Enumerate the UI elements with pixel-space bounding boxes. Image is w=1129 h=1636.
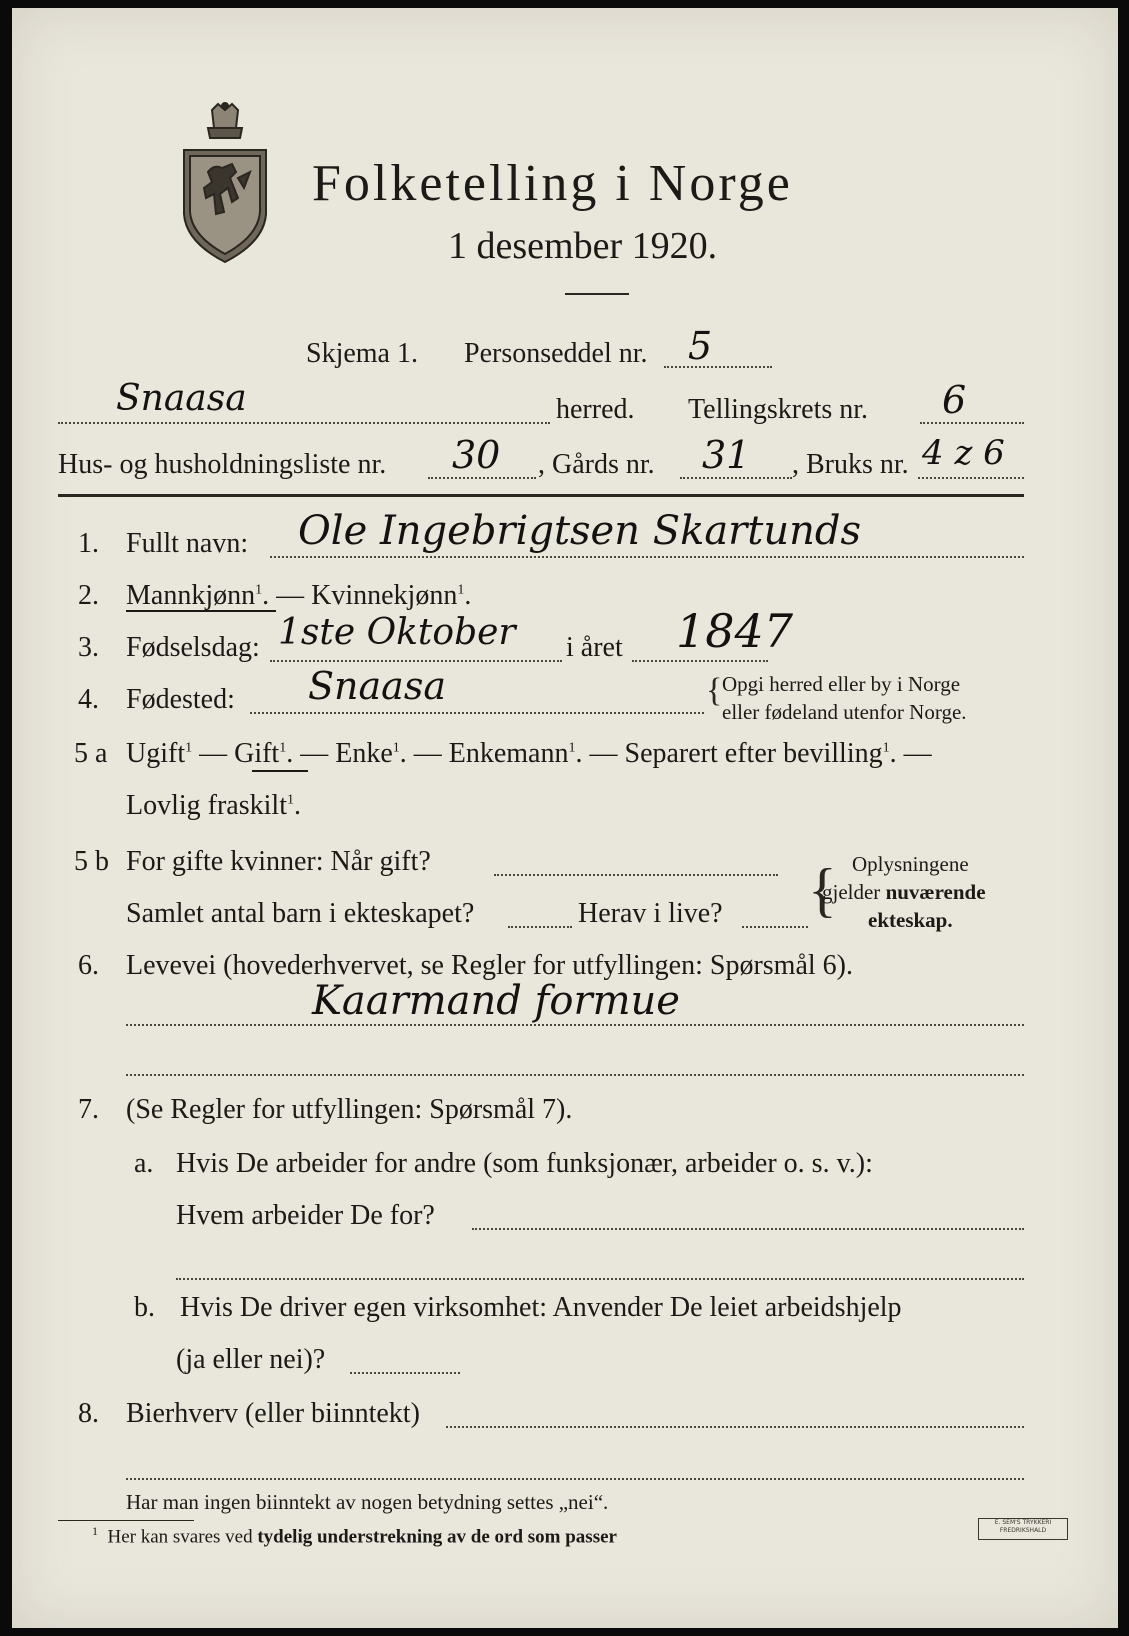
option-gift[interactable]: Gift$^1$ [234,738,287,769]
q7-number: 7. [78,1094,99,1125]
option-enkemann[interactable]: Enkemann$^1$ [448,738,576,769]
q5b-number: 5 b [74,846,109,877]
q5b-note3: ekteskap. [868,908,953,932]
q7a-number: a. [134,1148,154,1179]
q3-number: 3. [78,632,99,663]
norway-coat-of-arms-icon [178,102,272,268]
option-male[interactable]: Mannkjønn$^1$ [126,580,263,611]
hus-label: Hus- og husholdningsliste nr. [58,449,387,480]
birth-year-value[interactable]: 1847 [676,604,794,658]
occupation-value[interactable]: Kaarmand formue [312,978,680,1024]
gift-underline-mark [252,770,308,772]
q4-label: Fødested: [126,684,235,715]
option-enke[interactable]: Enke$^1$ [335,738,400,769]
option-female[interactable]: Kvinnekjønn$^1$ [311,580,465,611]
q7a-line1: Hvis De arbeider for andre (som funksjonær, arbeider o. s. v.): [176,1148,873,1179]
q5b-line2a: Samlet antal barn i ekteskapet? [126,898,475,929]
gards-value[interactable]: 31 [702,433,751,477]
bruks-label: , Bruks nr. [792,449,909,480]
q5a-number: 5 a [74,738,108,769]
q8-number: 8. [78,1398,99,1429]
male-underline-mark [126,610,276,612]
q7-label: (Se Regler for utfyllingen: Spørsmål 7). [126,1094,573,1125]
bruks-value[interactable]: 4 z 6 [922,433,1005,473]
q7b-line1: Hvis De driver egen virksomhet: Anvender De leiet arbeidshjelp [180,1292,902,1323]
tellingskrets-label: Tellingskrets nr. [688,394,869,425]
birthplace-value[interactable]: Snaasa [308,664,446,708]
q5b-note2: gjelder nuværende [822,880,986,904]
gender-options: Mannkjønn$^1$. — Kvinnekjønn$^1$. [126,580,472,611]
q4-note-line1: Opgi herred eller by i Norge [722,672,961,696]
herred-value[interactable]: Snaasa [116,378,247,419]
skjema-label: Skjema 1. [306,338,418,369]
gards-label: , Gårds nr. [538,449,655,480]
option-lovlig-fraskilt[interactable]: Lovlig fraskilt$^1$. [126,790,301,821]
hus-value[interactable]: 30 [452,433,501,477]
q2-number: 2. [78,580,99,611]
q7a-line2: Hvem arbeider De for? [176,1200,435,1231]
year-label: i året [566,632,623,663]
census-form-page: Folketelling i Norge 1 desember 1920. Skjema 1. Personseddel nr. 5 Snaasa herred. Tellingskrets nr. 6 Hus- og husholdningsliste nr. 30 , Gårds nr. 31 , Bruks nr. 4 z 6 1. Fullt navn: Ole Ingebrigtsen Skartunds 2. Mannkjønn$^1$. — Kvinnekjønn$^1$. 3. Fødselsdag: 1ste Oktober i året 1847 4. Fødested: Snaasa { Opgi herred eller by i Norge eller fødeland utenfor Norge. 5 a Ugift$^1$ — Gift$^1$. — Enke$^1$. — Enkemann$^1$. — Separert efter bevilling$^1$. — Lovlig fraskilt$^1$. 5 b For gifte kvinner: Når gift? Samlet antal barn i ekteskapet? Herav i live? { Oplysningene gjelder nuværende ekteskap. 6. Levevei (hovederhvervet, se Regler for utfyllingen: Spørsmål 6). Kaarmand formue 7. (Se Regler for utfyllingen: Spørsmål 7). a. Hvis De arbeider for andre (som funksjonær, arbeider o. s. v.): Hvem arbeider De for? b. Hvis De driver egen virksomhet: Anvender De leiet arbeidshjelp (ja eller nei)? 8. Bierhverv (eller biinntekt) Har man ingen biinntekt av nogen betydning settes „nei“. $^1$ Her kan svares ved tydelig understrekning av de ord som passer E. SEM'S TRYKKERI FREDRIKSHALD [12,8,1118,1628]
tellingskrets-value[interactable]: 6 [942,378,967,422]
q1-label: Fullt navn: [126,528,249,559]
printer-stamp: E. SEM'S TRYKKERI FREDRIKSHALD [978,1518,1068,1540]
q5b-note1: Oplysningene [852,852,969,876]
q5b-line1: For gifte kvinner: Når gift? [126,846,431,877]
full-name-value[interactable]: Ole Ingebrigtsen Skartunds [298,508,862,554]
option-separert[interactable]: Separert efter bevilling$^1$ [624,738,890,769]
herred-label: herred. [556,394,635,425]
q6-label: Levevei (hovederhvervet, se Regler for utfyllingen: Spørsmål 6). [126,950,853,981]
q6-number: 6. [78,950,99,981]
q7b-line2: (ja eller nei)? [176,1344,326,1375]
birthday-value[interactable]: 1ste Oktober [278,612,516,653]
footnote: $^1$ Her kan svares ved tydelig understrekning av de ord som passer [92,1524,617,1548]
footer-note: Har man ingen biinntekt av nogen betydning settes „nei“. [126,1490,609,1514]
page-title: Folketelling i Norge [312,155,793,212]
q5b-line2b: Herav i live? [578,898,723,929]
personseddel-label: Personseddel nr. [464,338,648,369]
q4-number: 4. [78,684,99,715]
option-ugift[interactable]: Ugift$^1$ [126,738,193,769]
q4-note-line2: eller fødeland utenfor Norge. [722,700,967,724]
q1-number: 1. [78,528,99,559]
census-date: 1 desember 1920. [448,225,718,267]
personseddel-value[interactable]: 5 [688,324,713,368]
q7b-number: b. [134,1292,155,1323]
marital-status-options: Ugift$^1$ — Gift$^1$. — Enke$^1$. — Enkemann$^1$. — Separert efter bevilling$^1$. — [126,738,932,769]
q3-label: Fødselsdag: [126,632,260,663]
q8-label: Bierhverv (eller biinntekt) [126,1398,420,1429]
